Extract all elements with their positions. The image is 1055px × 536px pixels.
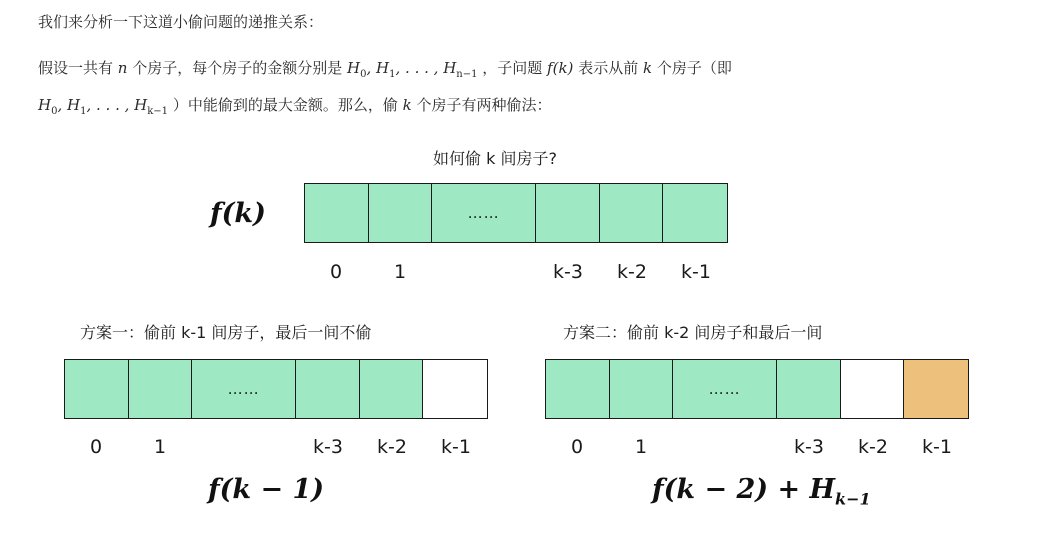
- intro-text: 假设一共有: [38, 59, 114, 77]
- math-k: k: [642, 59, 653, 77]
- house-index-label: 0: [329, 261, 343, 283]
- house-cell: [536, 184, 600, 242]
- house-cell: [546, 360, 610, 418]
- plan-two-caption: 方案二：偷前 k-2 间房子和最后一间: [563, 323, 823, 342]
- intro-text: ）中能偷到的最大金额。那么，偷: [172, 96, 398, 114]
- house-cell: [369, 184, 433, 242]
- house-cell-skipped: [423, 360, 487, 418]
- house-index-label: k-2: [377, 436, 407, 458]
- house-cell: [663, 184, 727, 242]
- house-index-label: 1: [634, 436, 648, 458]
- house-cell: [777, 360, 841, 418]
- plan-two-house-row: [545, 359, 969, 419]
- house-cell: [610, 360, 674, 418]
- house-ellipsis-cell: ……: [192, 360, 296, 418]
- plan-two-formula-subscript: k−1: [835, 489, 871, 509]
- house-index-label: k-3: [553, 261, 583, 283]
- house-index-label: k-2: [858, 436, 888, 458]
- house-cell: [305, 184, 369, 242]
- intro-text: ，子问题: [482, 59, 543, 77]
- top-house-row: [304, 183, 728, 243]
- house-index-label: k-3: [313, 436, 343, 458]
- house-cell-last-stolen: [904, 360, 968, 418]
- top-caption: 如何偷 k 间房子?: [433, 149, 557, 168]
- house-cell: [65, 360, 129, 418]
- house-cell: [600, 184, 664, 242]
- plan-one-formula: f(k − 1): [208, 474, 325, 505]
- plan-one-caption: 方案一：偷前 k-1 间房子，最后一间不偷: [80, 323, 372, 342]
- top-formula: f(k): [210, 198, 266, 229]
- intro-text: 个房子（即: [656, 59, 732, 77]
- intro-text: 表示从前: [578, 59, 639, 77]
- house-cell: [129, 360, 193, 418]
- house-index-label: k-1: [681, 261, 711, 283]
- house-index-label: 1: [393, 261, 407, 283]
- house-index-label: 1: [153, 436, 167, 458]
- house-index-label: k-1: [441, 436, 471, 458]
- plan-one-house-row: [64, 359, 488, 419]
- plan-two-formula: [652, 474, 871, 508]
- house-index-label: k-1: [922, 436, 952, 458]
- math-h-list: $H_0$, $H_1$, . . . , $H_{n-1}$: [347, 59, 478, 80]
- house-cell: [360, 360, 424, 418]
- house-ellipsis-cell: ……: [432, 184, 536, 242]
- house-index-label: 0: [89, 436, 103, 458]
- house-ellipsis-cell: ……: [673, 360, 777, 418]
- house-index-label: k-3: [794, 436, 824, 458]
- plan-two-formula-main: f(k − 2) + H: [652, 474, 836, 505]
- house-cell: [296, 360, 360, 418]
- house-cell-skipped: [841, 360, 905, 418]
- intro-line-1: 我们来分析一下这道小偷问题的递推关系：: [38, 13, 324, 31]
- intro-text: 个房子，每个房子的金额分别是: [132, 59, 343, 77]
- math-fk: f(k): [547, 59, 574, 77]
- intro-line-2: [38, 58, 732, 85]
- intro-line-3: [38, 95, 552, 122]
- math-h-list-k: $H_0$, $H_1$, . . . , $H_{k-1}$: [38, 96, 169, 117]
- house-index-label: k-2: [617, 261, 647, 283]
- math-n: n: [117, 59, 128, 77]
- math-k: k: [402, 96, 412, 114]
- house-index-label: 0: [570, 436, 584, 458]
- intro-text: 个房子有两种偷法：: [416, 96, 552, 114]
